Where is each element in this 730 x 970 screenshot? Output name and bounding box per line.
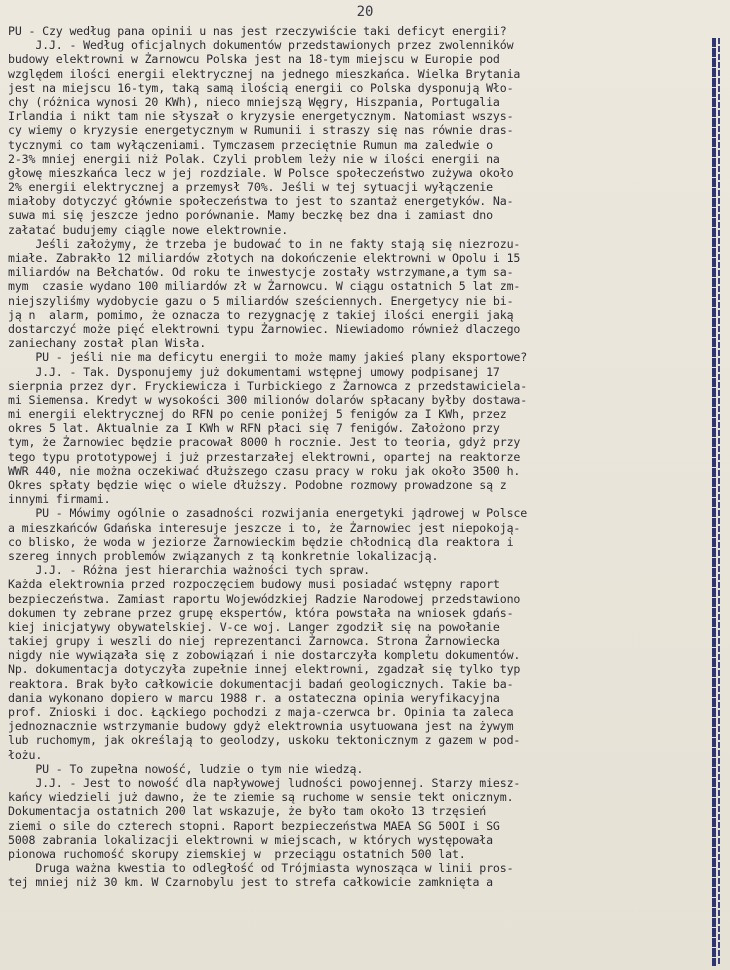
text-line: tego typu prototypowej i już przestarzałej elektrowni, opartej na reaktorze [8, 449, 521, 464]
text-line: prof. Znioski i doc. Łąckiego pochodzi z maja-czerwca br. Opinia ta zaleca [8, 705, 514, 719]
text-line: Np. dokumentacja dotyczyła zupełnie innej elektrowni, zgadzał się tylko typ [8, 662, 521, 677]
text-line: pionowa ruchomość skorupy ziemskiej w przeciągu ostatnich 500 lat. [8, 846, 466, 861]
text-line: a mieszkańców Gdańska interesuje jeszcze i to, że Żarnowiec jest niepokoją- [8, 520, 521, 535]
text-line: mi Siemensa. Kredyt w wysokości 300 milionów dolarów spłacany byłby dostawa- [8, 392, 528, 407]
text-line: PU - Czy według pana opinii u nas jest rzeczywiście taki deficyt energii? [8, 24, 507, 38]
text-line: tycznymi co tam wyłączeniami. Tymczasem przeciętnie Rumun ma zaledwie o [8, 137, 493, 152]
text-line: J.J. - Według oficjalnych dokumentów przedstawionych przez zwolenników [8, 38, 514, 53]
text-line: Dokumentacja ostatnich 200 lat wskazuje, że było tam około 13 trzęsień [8, 804, 487, 819]
text-line: PU - jeśli nie ma deficytu energii to może mamy jakieś plany eksportowe? [8, 350, 528, 365]
page-number: 20 [356, 4, 374, 20]
text-line: kańcy wiedzieli już dawno, że te ziemie są ruchome w sensie tekt onicznym. [8, 790, 514, 805]
text-line: bezpieczeństwa. Zamiast raportu Wojewódzkiej Radzie Narodowej przedstawiono [8, 591, 521, 606]
text-line: dokumen ty zebrane przez grupę ekspertów, która powstała na wniosek gdańs- [8, 605, 514, 620]
text-line: Każda elektrownia przed rozpoczęciem budowy musi posiadać wstępny raport [8, 577, 500, 592]
text-line: PU - To zupełna nowość, ludzie o tym nie wiedzą. [8, 761, 364, 776]
text-line: innymi firmami. [8, 492, 111, 507]
text-line: mi energii elektrycznej do RFN po cenie poniżej 5 fenigów za I KWh, przez [8, 407, 507, 422]
text-line: budowy elektrowni w Żarnowcu Polska jest na 18-tym miejscu w Europie pod [8, 52, 500, 67]
text-line: 2-3% mniej energii niż Polak. Czyli problem leży nie w ilości energii na [8, 151, 500, 166]
text-line: J.J. - Tak. Dysponujemy już dokumentami wstępnej umowy podpisanej 17 [8, 364, 500, 379]
text-line: PU - Mówimy ogólnie o zasadności rozwijania energetyki jądrowej w Polsce [8, 506, 528, 521]
text-line: 2% energii elektrycznej a przemysł 70%. Jeśli w tej sytuacji wyłączenie [8, 180, 493, 195]
text-line: co blisko, że woda w jeziorze Żarnowieckim będzie chłodnicą dla reaktora i [8, 534, 514, 549]
text-line: nigdy nie wywiązała się z zobowiązań i nie dostarczyła kompletu dokumentów. [8, 648, 521, 663]
text-line: miałoby dotyczyć głównie społeczeństwa to jest to szantaż energetyków. Na- [8, 194, 514, 209]
text-line: dania wykonano dopiero w marcu 1988 r. a ostateczna opinia weryfikacyjna [8, 690, 500, 705]
text-line: miliardów na Bełchatów. Od roku te inwestycje zostały wstrzymane,a tym sa- [8, 265, 514, 280]
text-line: reaktora. Brak było całkowicie dokumentacji badań geologicznych. Takie ba- [8, 676, 514, 691]
text-line: chy (różnica wynosi 20 KWh), nieco mniejszą Węgry, Hiszpania, Portugalia [8, 94, 500, 109]
text-line: ziemi o sile do czterech stopni. Raport bezpieczeństwa MAEA SG 50OI i SG [8, 818, 500, 833]
text-line: kiej inicjatywy obywatelskiej. V-ce woj. Langer zgodził się na powołanie [8, 619, 500, 634]
text-line: WWR 440, nie można oczekiwać dłuższego czasu pracy w roku jak około 3500 h. [8, 463, 521, 478]
text-line: Okres spłaty będzie więc o wiele dłuższy. Podobne rozmowy prowadzone są z [8, 478, 507, 492]
text-line: Jeśli założymy, że trzeba je budować to in ne fakty stają się niezrozu- [8, 236, 521, 251]
text-line: takiej grupy i weszli do niej reprezentanci Żarnowca. Strona Żarnowiecka [8, 634, 500, 649]
text-line: J.J. - Jest to nowość dla napływowej ludności powojennej. Starzy miesz- [8, 775, 521, 790]
text-line: łożu. [8, 747, 43, 762]
text-line: jednoznacznie wstrzymanie budowy gdyż elektrownia usytuowana jest na żywym [8, 719, 514, 734]
text-line: okres 5 lat. Aktualnie za I KWh w RFN płaci się 7 fenigów. Założono przy [8, 421, 500, 436]
text-line: niejszyliśmy wydobycie gazu o 5 miliardów sześciennych. Energetycy nie bi- [8, 293, 514, 308]
margin-mark [712, 38, 716, 966]
margin-mark-secondary [718, 38, 720, 966]
text-line: dostarczyć może pięć elektrowni typu Żarnowiec. Niewiadomo również dlaczego [8, 321, 521, 336]
text-line: głowę mieszkańca lecz w jej rozdziale. W Polsce społeczeństwo zużywa około [8, 165, 514, 180]
typewritten-text [8, 24, 708, 889]
text-line: szereg innych problemów związanych z tą konkretnie lokalizacją. [8, 548, 439, 563]
text-line: Druga ważna kwestia to odległość od Trójmiasta wynosząca w linii pros- [8, 861, 514, 876]
text-line: ją n alarm, pomimo, że oznacza to rezygnację z takiej ilości energii jaką [8, 307, 514, 322]
text-line: lub ruchomym, jak określają to geolodzy, uskoku tektonicznym z gazem w pod- [8, 733, 521, 748]
text-line: 5008 zabrania lokalizacji elektrowni w miejscach, w których występowała [8, 832, 493, 847]
text-line: tym, że Żarnowiec będzie pracował 8000 h rocznie. Jest to teoria, gdyż przy [8, 435, 521, 450]
text-line: jest na miejscu 16-tym, taką samą ilością energii co Polska dysponują Wło- [8, 80, 514, 95]
text-line: J.J. - Różna jest hierarchia ważności tych spraw. [8, 563, 370, 578]
text-line: załatać budujemy ciągle nowe elektrownie. [8, 222, 289, 237]
text-line: zaniechany został plan Wisła. [8, 336, 207, 351]
text-line: Irlandia i nikt tam nie słyszał o kryzysie energetycznym. Natomiast wszys- [8, 109, 514, 124]
text-line: tej mniej niż 30 km. W Czarnobylu jest to strefa całkowicie zamknięta a [8, 875, 493, 890]
text-line: cy wiemy o kryzysie energetycznym w Rumunii i straszy się nas równie dras- [8, 123, 514, 138]
text-line: mym czasie wydano 100 miliardów zł w Żarnowcu. W ciągu ostatnich 5 lat zm- [8, 279, 521, 294]
text-line: miałe. Zabrakło 12 miliardów złotych na dokończenie elektrowni w Opolu i 15 [8, 251, 521, 265]
text-line: suwa mi się jeszcze jedno porównanie. Mamy beczkę bez dna i zamiast dno [8, 208, 493, 223]
text-line: sierpnia przez dyr. Fryckiewicza i Turbickiego z Żarnowca z przedstawiciela- [8, 378, 528, 393]
text-line: względem ilości energii elektrycznej na jednego mieszkańca. Wielka Brytania [8, 66, 521, 81]
